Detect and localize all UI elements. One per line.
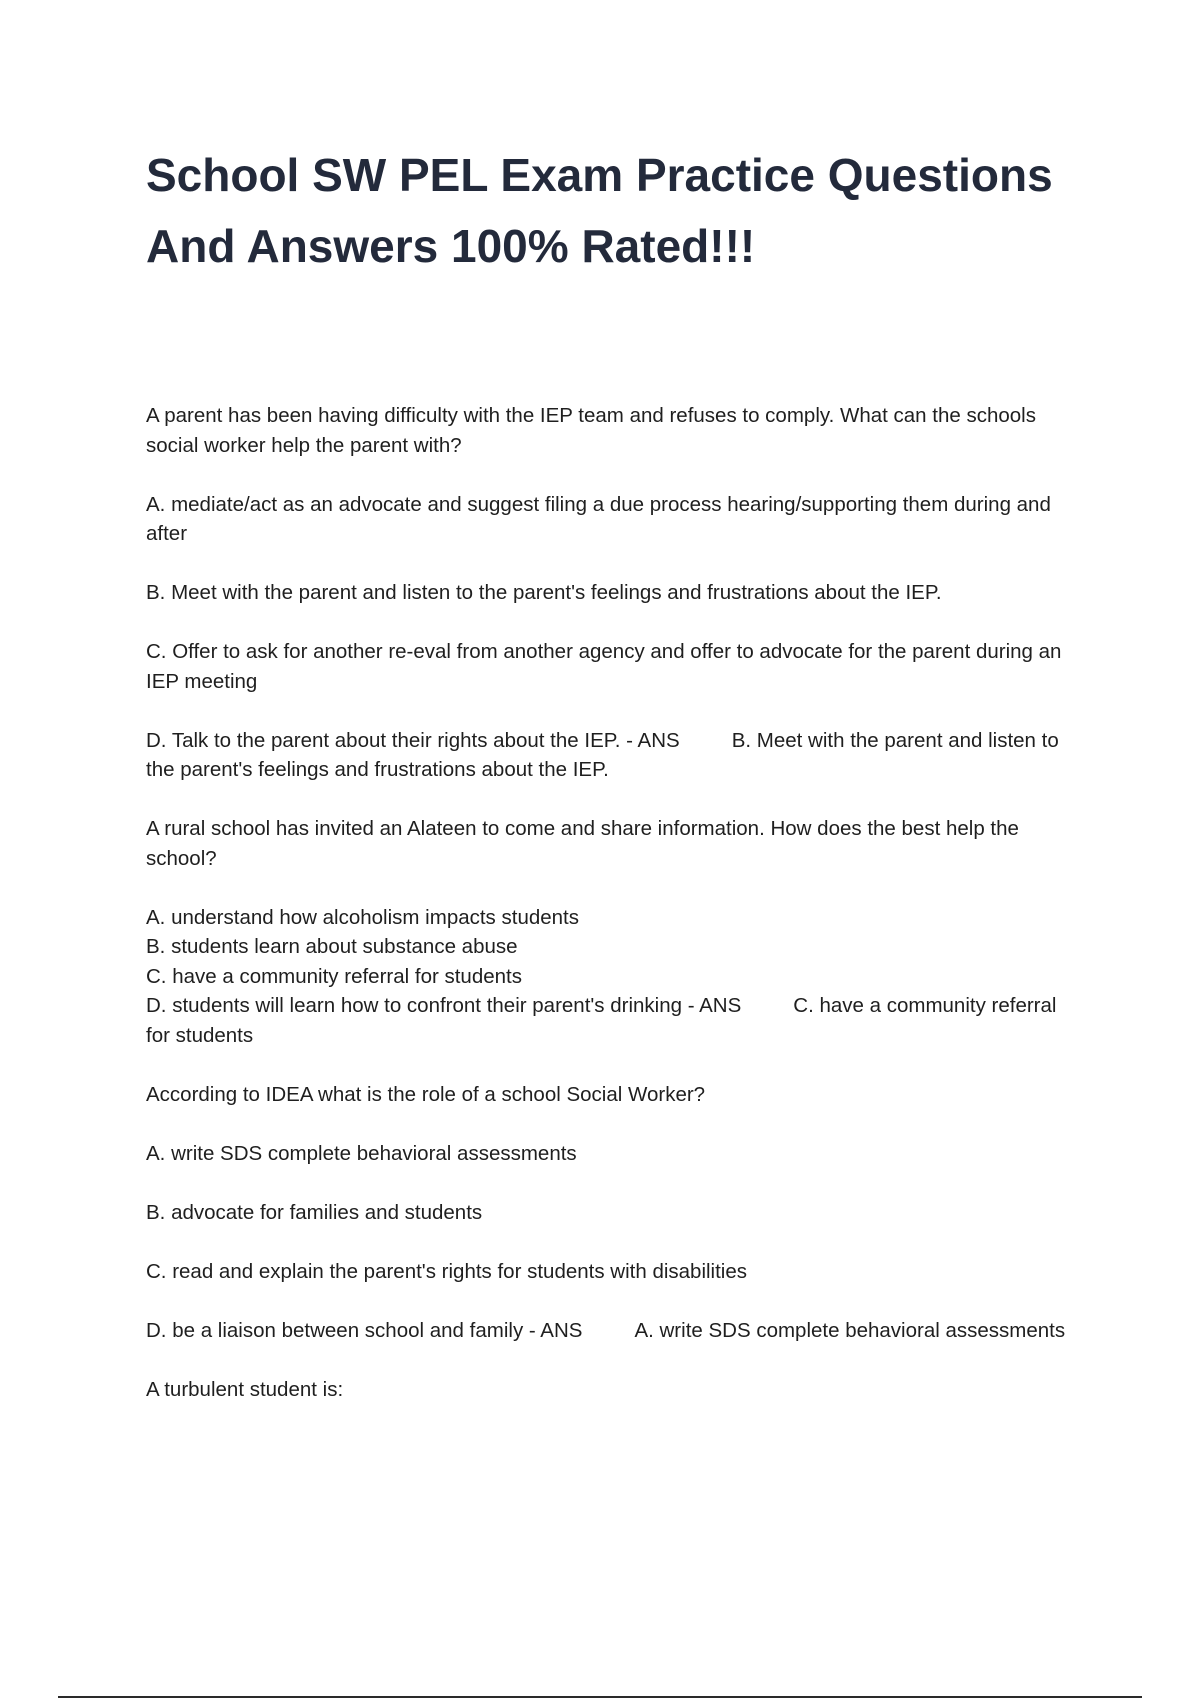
document-title: School SW PEL Exam Practice Questions And Answers 100% Rated!!! [146,149,1053,272]
question-1-option-d-with-answer [146,726,1086,785]
question-2-option-d: D. students will learn how to confront their parent's drinking - ANS [146,994,742,1017]
question-4-stem: A turbulent student is: [146,1377,344,1401]
question-2-option-b: B. students learn about substance abuse [146,935,518,958]
question-3-option-d-with-answer [146,1316,1086,1346]
question-3-option-a: A. write SDS complete behavioral assessments [146,1141,577,1165]
question-2-option-c: C. have a community referral for students [146,964,522,988]
question-1-option-d: D. Talk to the parent about their rights about the IEP. - ANS [146,728,680,752]
question-1-answer: B. Meet with the parent and listen to the parent's feelings and frustrations about the IEP. [146,728,1059,781]
question-3-stem: According to IDEA what is the role of a school Social Worker? [146,1082,706,1106]
question-1-stem: A parent has been having difficulty with the IEP team and refuses to comply. What can the schools social worker help the parent with? [146,404,1036,457]
question-3-option-d: D. be a liaison between school and family - ANS [146,1318,583,1342]
question-2-option-a: A. understand how alcoholism impacts students [146,905,580,929]
question-3-option-b: B. advocate for families and students [146,1200,483,1224]
question-1-option-c: C. Offer to ask for another re-eval from another agency and offer to advocate for the parent during an IEP meeting [146,640,1062,693]
footer-divider [58,1696,1142,1698]
question-2-options [146,903,1086,1051]
question-3-answer: A. write SDS complete behavioral assessments [634,1318,1066,1342]
document-body [146,401,1086,1434]
question-3-option-c: C. read and explain the parent's rights for students with disabilities [146,1259,748,1283]
question-1-option-a: A. mediate/act as an advocate and suggest filing a due process hearing/supporting them during and after [146,492,1051,545]
question-2-answer: C. have a community referral for students [146,994,1057,1047]
question-2-stem: A rural school has invited an Alateen to come and share information. How does the best help the school? [146,817,1019,870]
question-1-option-b: B. Meet with the parent and listen to the parent's feelings and frustrations about the IEP. [146,581,942,604]
